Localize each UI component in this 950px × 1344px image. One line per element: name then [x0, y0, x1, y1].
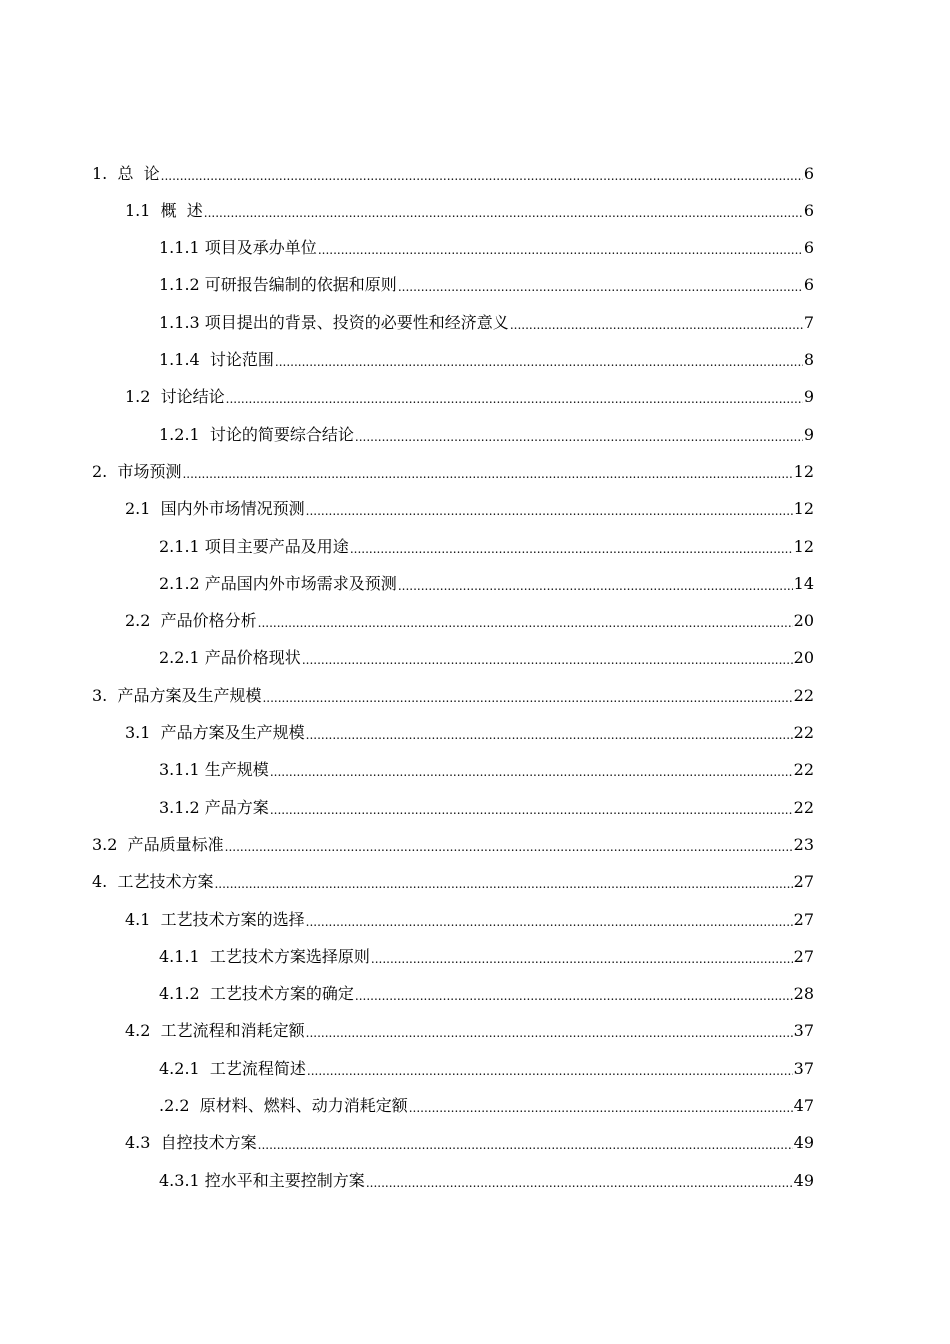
toc-entry[interactable]: [159, 789, 814, 826]
toc-entry[interactable]: [92, 453, 814, 490]
toc-leader-dots: [510, 315, 803, 335]
toc-entry-page: 9: [803, 424, 814, 444]
toc-entry-title: 2.1.1 项目主要产品及用途: [159, 536, 349, 556]
toc-entry-page: 27: [793, 946, 814, 966]
toc-entry[interactable]: [159, 230, 814, 267]
toc-entry-page: 27: [793, 909, 814, 929]
toc-leader-dots: [270, 762, 793, 782]
toc-entry-page: 22: [793, 723, 814, 742]
toc-leader-dots: [306, 501, 793, 521]
toc-entry-page: 23: [793, 834, 814, 854]
toc-entry-title: 3.1 产品方案及生产规模: [125, 723, 305, 742]
toc-entry[interactable]: [92, 677, 814, 714]
toc-entry-title: 1.2 讨论结论: [125, 387, 225, 407]
toc-leader-dots: [355, 427, 803, 447]
toc-entry-title: 3. 产品方案及生产规模: [92, 685, 262, 705]
toc-leader-dots: [306, 912, 793, 932]
toc-entry[interactable]: [125, 192, 814, 229]
toc-entry[interactable]: [92, 826, 814, 863]
toc-leader-dots: [275, 352, 803, 372]
toc-entry[interactable]: [125, 379, 814, 416]
toc-leader-dots: [306, 725, 793, 745]
toc-entry-title: 2.1.2 产品国内外市场需求及预测: [159, 573, 397, 593]
toc-entry-page: 37: [793, 1021, 814, 1041]
toc-entry[interactable]: [159, 416, 814, 453]
toc-leader-dots: [398, 277, 803, 297]
toc-leader-dots: [270, 800, 793, 820]
toc-entry-title: 4.2 工艺流程和消耗定额: [125, 1021, 305, 1041]
toc-entry-title: 4.2.1 工艺流程简述: [159, 1058, 306, 1078]
toc-entry[interactable]: [125, 1013, 814, 1050]
toc-entry[interactable]: [159, 267, 814, 304]
toc-entry-page: 9: [803, 387, 814, 407]
toc-entry-page: 7: [803, 312, 814, 332]
toc-entry-title: 4.1 工艺技术方案的选择: [125, 909, 305, 929]
toc-entry-title: 2. 市场预测: [92, 461, 182, 481]
toc-entry[interactable]: [159, 1050, 814, 1087]
toc-leader-dots: [225, 837, 793, 857]
toc-entry[interactable]: [159, 640, 814, 677]
toc-entry[interactable]: [159, 565, 814, 602]
toc-entry-title: 3.1.1 生产规模: [159, 760, 269, 780]
toc-entry-title: 1. 总 论: [92, 163, 160, 183]
toc-entry-page: 12: [793, 536, 814, 556]
toc-leader-dots: [371, 949, 793, 969]
toc-leader-dots: [258, 1135, 793, 1155]
toc-entry-title: 4.1.1 工艺技术方案选择原则: [159, 946, 370, 966]
toc-entry[interactable]: [159, 976, 814, 1013]
toc-entry-page: 20: [793, 648, 814, 668]
toc-entry-page: 22: [793, 797, 814, 817]
toc-entry-page: 22: [793, 685, 814, 705]
toc-entry[interactable]: [159, 1088, 814, 1125]
toc-entry-page: 8: [803, 350, 814, 369]
toc-entry-page: 37: [793, 1058, 814, 1078]
toc-entry-page: 47: [793, 1096, 814, 1115]
toc-entry[interactable]: [159, 938, 814, 975]
toc-entry[interactable]: [125, 901, 814, 938]
toc-leader-dots: [307, 1061, 793, 1081]
toc-entry-title: 1.1.1 项目及承办单位: [159, 238, 317, 258]
toc-entry-title: 2.2 产品价格分析: [125, 611, 257, 631]
toc-entry-page: 27: [793, 872, 814, 892]
toc-entry[interactable]: [125, 603, 814, 640]
toc-entry[interactable]: [125, 491, 814, 528]
toc-leader-dots: [318, 240, 803, 260]
toc-leader-dots: [262, 688, 792, 708]
toc-entry-page: 6: [803, 163, 814, 183]
toc-leader-dots: [182, 464, 792, 484]
toc-entry-title: 1.1.2 可研报告编制的依据和原则: [159, 275, 397, 295]
toc-leader-dots: [355, 986, 793, 1006]
toc-leader-dots: [398, 576, 793, 596]
toc-leader-dots: [409, 1098, 793, 1118]
toc-entry-page: 20: [793, 611, 814, 631]
toc-entry-page: 12: [793, 461, 814, 481]
toc-entry-title: 2.1 国内外市场情况预测: [125, 499, 305, 519]
toc-leader-dots: [204, 203, 803, 223]
toc-entry-page: 22: [793, 760, 814, 780]
toc-leader-dots: [214, 874, 792, 894]
toc-leader-dots: [350, 539, 793, 559]
toc-entry-title: 3.2 产品质量标准: [92, 834, 224, 854]
toc-entry-page: 12: [793, 499, 814, 519]
toc-entry-page: 6: [803, 200, 814, 220]
toc-entry-title: .2.2 原材料、燃料、动力消耗定额: [159, 1096, 408, 1115]
toc-entry[interactable]: [159, 304, 814, 341]
toc-entry[interactable]: [159, 1162, 814, 1199]
toc-leader-dots: [366, 1173, 793, 1193]
toc-leader-dots: [302, 650, 793, 670]
toc-entry-title: 1.2.1 讨论的简要综合结论: [159, 424, 354, 444]
toc-leader-dots: [161, 166, 803, 186]
toc-entry[interactable]: [92, 155, 814, 192]
toc-entry-title: 2.2.1 产品价格现状: [159, 648, 301, 668]
toc-entry-page: 6: [803, 238, 814, 258]
toc-entry-title: 4. 工艺技术方案: [92, 872, 214, 892]
toc-entry[interactable]: [159, 342, 814, 379]
toc-entry-page: 6: [803, 275, 814, 295]
toc-leader-dots: [306, 1023, 793, 1043]
toc-entry-page: 49: [793, 1133, 814, 1153]
toc-entry-title: 4.3 自控技术方案: [125, 1133, 257, 1153]
toc-entry-page: 28: [793, 984, 814, 1004]
toc-entry[interactable]: [125, 715, 814, 752]
toc-entry-title: 1.1.4 讨论范围: [159, 350, 274, 369]
toc-entry-title: 3.1.2 产品方案: [159, 797, 269, 817]
toc-entry-page: 49: [793, 1170, 814, 1190]
toc-leader-dots: [258, 613, 793, 633]
toc-leader-dots: [226, 389, 803, 409]
toc-entry-page: 14: [793, 573, 814, 593]
toc-entry[interactable]: [159, 528, 814, 565]
toc-entry-title: 4.3.1 控水平和主要控制方案: [159, 1170, 365, 1190]
toc-entry-title: 1.1 概 述: [125, 200, 203, 220]
toc-entry[interactable]: [125, 1125, 814, 1162]
toc-entry[interactable]: [92, 864, 814, 901]
toc-entry[interactable]: [159, 752, 814, 789]
toc-entry-title: 1.1.3 项目提出的背景、投资的必要性和经济意义: [159, 312, 509, 332]
toc-entry-title: 4.1.2 工艺技术方案的确定: [159, 984, 354, 1004]
